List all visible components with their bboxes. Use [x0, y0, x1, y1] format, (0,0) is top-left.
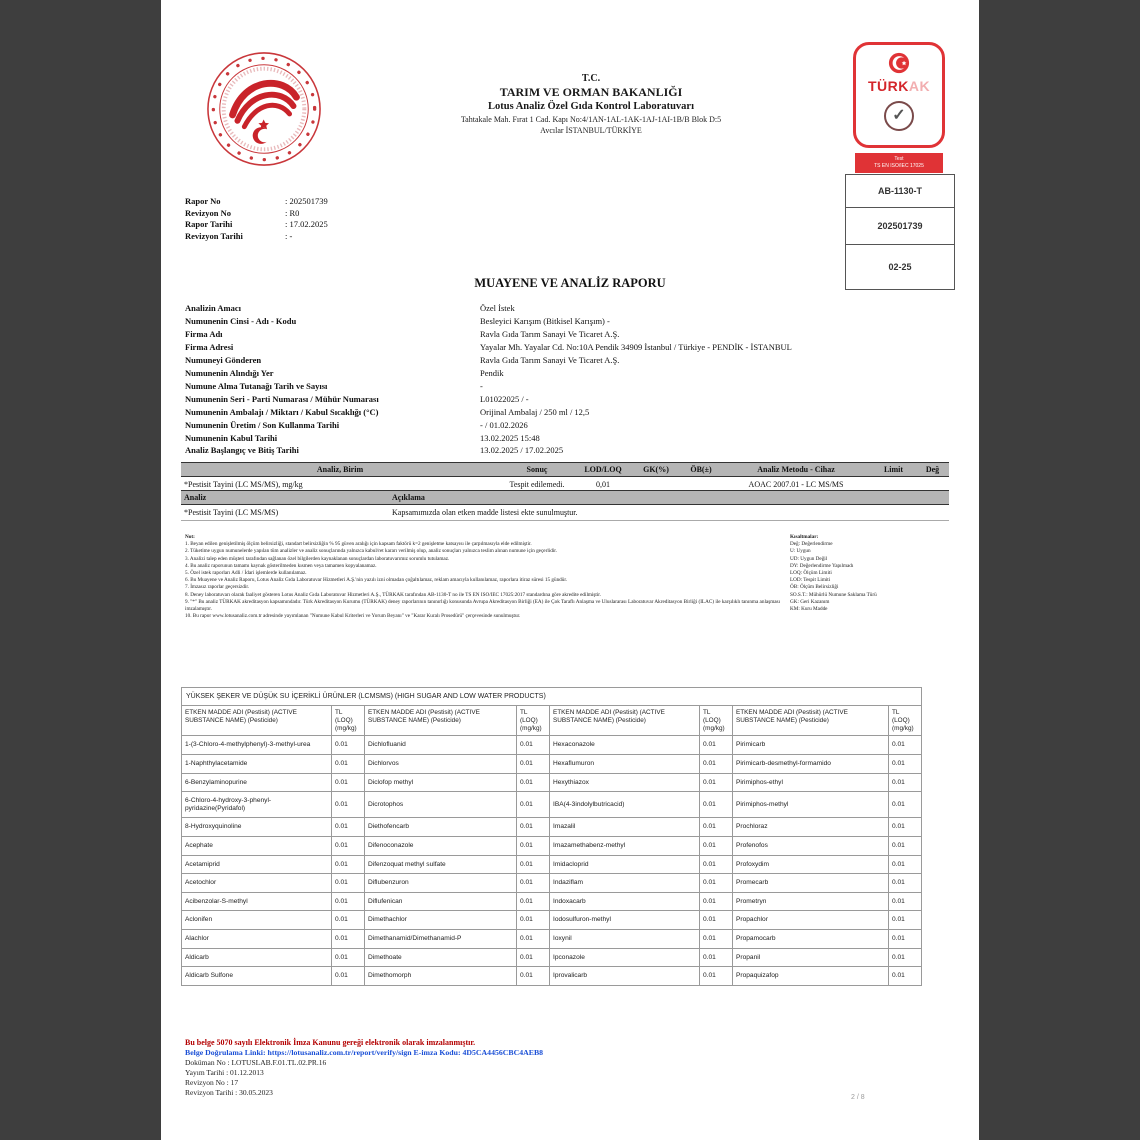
pesticide-name: Difenzoquat methyl sulfate	[365, 855, 517, 874]
header-ministry: TARIM VE ORMAN BAKANLIĞI	[499, 85, 683, 99]
pesticide-tl: 0.01	[332, 874, 365, 893]
pesticide-name: Ipconazole	[550, 948, 700, 967]
pesticide-tl-header: TL (LOQ) (mg/kg)	[332, 706, 365, 736]
pesticide-name: Propamocarb	[733, 929, 889, 948]
info-row	[185, 341, 957, 354]
pesticide-name: Indaziflam	[550, 874, 700, 893]
abbreviation-line: DY: Değerlendirme Yapılmadı	[790, 562, 854, 569]
pesticide-tl: 0.01	[700, 948, 733, 967]
info-value: Ravla Gıda Tarım Sanayi Ve Ticaret A.Ş.	[480, 328, 620, 339]
info-label: Analiz Başlangıç ve Bitiş Tarihi	[185, 445, 299, 456]
abbreviation-line: SO.S.T.: Mühürlü Numune Saklama Türü	[790, 591, 877, 598]
pesticide-name: Diflufenican	[365, 892, 517, 911]
pesticide-name: Dicrotophos	[365, 792, 517, 818]
pesticide-tl: 0.01	[517, 836, 550, 855]
pesticide-name: IBA(4-3indolylbutricacid)	[550, 792, 700, 818]
pesticide-name: Hexythiazox	[550, 773, 700, 792]
pesticide-name: Diclofop methyl	[365, 773, 517, 792]
pesticide-name-header: ETKEN MADDE ADI (Pestisit) (ACTIVE SUBSTANCE NAME) (Pesticide)	[182, 706, 332, 736]
pesticide-name: Acetamiprid	[182, 855, 332, 874]
info-label: Firma Adresi	[185, 341, 234, 352]
explanation-header-cell: Analiz	[181, 491, 389, 505]
abbreviation-line: UD: Uygun Değil	[790, 555, 828, 562]
pesticide-tl: 0.01	[700, 855, 733, 874]
info-value: L01022025 / -	[480, 393, 529, 404]
abbreviation-line: LOD: Tespit Limiti	[790, 577, 831, 584]
abbreviation-line: Değ: Değerlendirme	[790, 541, 833, 548]
notes-section	[185, 534, 781, 620]
info-row	[185, 393, 957, 406]
explanation-analysis: *Pestisit Tayini (LC MS/MS)	[181, 505, 389, 521]
info-row	[185, 406, 957, 419]
pesticide-tl: 0.01	[700, 911, 733, 930]
pesticide-name: Acetochlor	[182, 874, 332, 893]
pesticide-tl: 0.01	[700, 792, 733, 818]
explanation-header-row	[181, 491, 949, 505]
pesticide-row	[182, 836, 922, 855]
explanation-text: Kapsamımızda olan etken madde listesi ekte sunulmuştur.	[389, 505, 949, 521]
note-line: 2. Tüketime uygun numunelerde yapılan tüm analizler ve analiz sonuçlarında yalnızca kabul/ret kararı verilmiş olup, analiz sonuçları yalnızca teslim alınan numune için geçerlidir.	[185, 548, 557, 555]
pesticide-row	[182, 967, 922, 986]
page-number: 2 / 8	[851, 1094, 865, 1101]
notes-title: Not:	[185, 534, 195, 540]
pesticide-row	[182, 773, 922, 792]
crescent-star-icon	[888, 52, 910, 74]
info-label: Numunenin Ambalajı / Miktarı / Kabul Sıcaklığı (°C)	[185, 406, 379, 417]
pesticide-name: Profenofos	[733, 836, 889, 855]
meta-label: Rapor No	[185, 196, 221, 206]
pesticide-name: Hexaflumuron	[550, 754, 700, 773]
pesticide-name: Pirimiphos-methyl	[733, 792, 889, 818]
header-address-line1: Tahtakale Mah. Fırat 1 Cad. Kapı No:4/1AN-1AL-1AK-1AJ-1AI-1B/B Blok D:5	[460, 115, 722, 124]
pesticide-tl: 0.01	[889, 892, 922, 911]
pesticide-header-row	[182, 706, 922, 736]
pesticide-name: Propanil	[733, 948, 889, 967]
info-label: Numunenin Alındığı Yer	[185, 367, 274, 378]
pesticide-tl: 0.01	[889, 855, 922, 874]
pesticide-row	[182, 855, 922, 874]
pesticide-name: Dimethanamid/Dimethanamid-P	[365, 929, 517, 948]
report-number-box: 202501739	[845, 208, 955, 245]
header-lab-name: Lotus Analiz Özel Gıda Kontrol Laboratuvarı	[487, 101, 695, 112]
meta-value: : 17.02.2025	[285, 219, 328, 229]
pesticide-name: Aldicarb	[182, 948, 332, 967]
verification-link[interactable]: Belge Doğrulama Linki: https://lotusanaliz.com.tr/report/verify/sign E-imza Kodu: 4D5CA4456CBC4AEB8	[185, 1048, 544, 1057]
results-header-cell: Limit	[871, 463, 916, 477]
turkak-badge-line2: TS EN ISO/IEC 17025	[874, 163, 924, 169]
document-control-line: Revizyon Tarihi : 30.05.2023	[185, 1088, 273, 1097]
pesticide-name: 6-Benzylaminopurine	[182, 773, 332, 792]
pesticide-name: Alachlor	[182, 929, 332, 948]
info-label: Numuneyi Gönderen	[185, 354, 262, 365]
pesticide-tl: 0.01	[332, 855, 365, 874]
turkak-word-dark: TÜRK	[867, 78, 909, 94]
info-value: Besleyici Karışım (Bitkisel Karışım) -	[480, 315, 610, 326]
meta-row	[185, 219, 328, 231]
header-tc: T.C.	[581, 73, 601, 84]
pesticide-name: Pirimiphos-ethyl	[733, 773, 889, 792]
pesticide-row	[182, 818, 922, 837]
info-label: Analizin Amacı	[185, 303, 241, 313]
pesticide-tl: 0.01	[889, 874, 922, 893]
pesticide-tl: 0.01	[700, 818, 733, 837]
turkak-badge-line1: Test	[894, 156, 904, 162]
results-header-cell: Değ	[916, 463, 949, 477]
pesticide-name: Imidacloprid	[550, 855, 700, 874]
pesticide-name: Ioxynil	[550, 929, 700, 948]
pesticide-tl: 0.01	[332, 967, 365, 986]
note-line: 7. İmzasız raporlar geçersizdir.	[185, 584, 250, 591]
pesticide-name: Diflubenzuron	[365, 874, 517, 893]
info-row	[185, 444, 957, 457]
note-line: 9. "*" Bu analiz TÜRKAK akreditasyon kapsamındadır. Türk Akreditasyon Kurumu (TÜRKAK) deney raporlarının tanınırlığı konusunda Avrupa Akreditasyon Birliği (EA) ile Çok Taraflı Anlaşma ve Uluslararası Laboratuvar Akreditasyon Birliği (ILAC) ile karşılıklı tanınma anlaşması imzalamıştır.	[185, 598, 781, 613]
meta-label: Revizyon No	[185, 207, 232, 218]
pesticide-tl: 0.01	[517, 967, 550, 986]
pesticide-row	[182, 948, 922, 967]
pesticide-tl: 0.01	[332, 736, 365, 755]
note-line: 1. Beyan edilen genişletilmiş ölçüm belirsizliği, standart belirsizliğin % 95 güven aralığı için kapsam faktörü k=2 genişletme katsayısı ile çarpılmasıyla elde edilmiştir.	[185, 541, 532, 548]
pesticide-tl: 0.01	[517, 773, 550, 792]
result-method: AOAC 2007.01 - LC MS/MS	[721, 477, 871, 492]
pesticide-tl: 0.01	[517, 818, 550, 837]
pesticide-name-header: ETKEN MADDE ADI (Pestisit) (ACTIVE SUBSTANCE NAME) (Pesticide)	[733, 706, 889, 736]
pesticide-tl: 0.01	[332, 754, 365, 773]
abbreviation-line: ÖB: Ölçüm Belirsizliği	[790, 584, 839, 591]
pesticide-name: Dichlofluanid	[365, 736, 517, 755]
pesticide-tl: 0.01	[332, 929, 365, 948]
note-line: 4. Bu analiz raporunun tamamı kaynak gösterilmeden kısmen veya tamamen kopyalanamaz.	[185, 562, 377, 569]
pesticide-name: Acephate	[182, 836, 332, 855]
results-header-cell: ÖB(±)	[681, 463, 721, 477]
info-row	[185, 367, 957, 380]
info-row	[185, 419, 957, 432]
meta-label: Revizyon Tarihi	[185, 230, 243, 241]
pesticide-tl: 0.01	[700, 929, 733, 948]
explanation-data-row	[181, 505, 949, 521]
meta-row	[185, 231, 328, 243]
info-row	[185, 328, 957, 341]
turkak-wordmark	[856, 78, 942, 94]
ministry-emblem-icon	[205, 50, 323, 168]
note-line: 8. Deney laboratuvarı olarak faaliyet gösteren Lotus Analiz Gıda Laboratuvar Hizmetleri A.Ş., TÜRKAK tarafından AB-1130-T no ile TS EN ISO/IEC 17025:2017 standardına göre akredite edilmiştir.	[185, 591, 601, 598]
pesticide-tl: 0.01	[517, 892, 550, 911]
pesticide-tl: 0.01	[517, 754, 550, 773]
pesticide-tl: 0.01	[889, 818, 922, 837]
certificate-boxes	[845, 174, 955, 290]
turkak-scope-badge	[855, 153, 943, 173]
ministry-emblem	[205, 50, 323, 168]
pesticide-name: Diethofencarb	[365, 818, 517, 837]
pesticide-tl: 0.01	[332, 948, 365, 967]
pesticide-tl: 0.01	[332, 911, 365, 930]
pesticide-tl-header: TL (LOQ) (mg/kg)	[517, 706, 550, 736]
pesticide-tl: 0.01	[517, 948, 550, 967]
pesticide-table-title: YÜKSEK ŞEKER VE DÜŞÜK SU İÇERİKLİ ÜRÜNLER (LCMSMS) (HIGH SUGAR AND LOW WATER PRODUCTS)	[182, 688, 922, 706]
pesticide-name: Pirimicarb	[733, 736, 889, 755]
info-value: -	[480, 380, 483, 391]
info-row	[185, 302, 957, 315]
pesticide-name: Aclonifen	[182, 911, 332, 930]
info-label: Numunenin Cinsi - Adı - Kodu	[185, 315, 297, 326]
pesticide-name: Promecarb	[733, 874, 889, 893]
report-page	[161, 0, 979, 1140]
pesticide-tl: 0.01	[700, 773, 733, 792]
meta-value: : 202501739	[285, 196, 328, 206]
info-value: - / 01.02.2026	[480, 419, 528, 430]
pesticide-name: Difenoconazole	[365, 836, 517, 855]
results-header-row	[181, 463, 949, 477]
pesticide-tl: 0.01	[889, 929, 922, 948]
pesticide-name: Indoxacarb	[550, 892, 700, 911]
pesticide-tl: 0.01	[517, 911, 550, 930]
period-box: 02-25	[845, 245, 955, 290]
pesticide-row	[182, 892, 922, 911]
pesticide-tl: 0.01	[517, 792, 550, 818]
accreditation-number-box: AB-1130-T	[845, 174, 955, 208]
abbreviation-line: GK: Geri Kazanım	[790, 598, 830, 605]
info-value: Özel İstek	[480, 303, 515, 313]
turkak-accreditation-block	[846, 42, 952, 187]
abbreviations-section	[790, 534, 960, 613]
result-lodloq: 0,01	[575, 477, 631, 492]
pesticide-tl: 0.01	[700, 736, 733, 755]
pesticide-row	[182, 792, 922, 818]
results-header-cell: Sonuç	[499, 463, 575, 477]
pesticide-row	[182, 929, 922, 948]
pesticide-name: Pirimicarb-desmethyl-formamido	[733, 754, 889, 773]
pesticide-name: Dimethoate	[365, 948, 517, 967]
footer	[185, 1038, 885, 1098]
pesticide-name: 1-(3-Chloro-4-methylphenyl)-3-methyl-urea	[182, 736, 332, 755]
pesticide-name: Imazamethabenz-methyl	[550, 836, 700, 855]
pesticide-name: 6-Chloro-4-hydroxy-3-phenyl-pyridazine(Pyridafol)	[182, 792, 332, 818]
esign-notice: Bu belge 5070 sayılı Elektronik İmza Kanunu gereği elektronik olarak imzalanmıştır.	[185, 1038, 476, 1047]
pesticide-tl: 0.01	[700, 967, 733, 986]
info-label: Numune Alma Tutanağı Tarih ve Sayısı	[185, 380, 328, 391]
pesticide-table	[181, 687, 922, 986]
sample-info	[185, 302, 957, 457]
info-value: 13.02.2025 15:48	[480, 432, 540, 443]
pesticide-tl: 0.01	[889, 736, 922, 755]
pesticide-name: Iprovalicarb	[550, 967, 700, 986]
pesticide-tl: 0.01	[517, 855, 550, 874]
pesticide-name-header: ETKEN MADDE ADI (Pestisit) (ACTIVE SUBSTANCE NAME) (Pesticide)	[365, 706, 517, 736]
info-value: Orijinal Ambalaj / 250 ml / 12,5	[480, 406, 590, 417]
pesticide-tl: 0.01	[517, 874, 550, 893]
pesticide-tl: 0.01	[517, 929, 550, 948]
pesticide-name: Propachlor	[733, 911, 889, 930]
note-line: 3. Analizi talep eden müşteri tarafından sağlanan özel bilgilerden kaynaklanan sonuçlardan laboratuvarımız sorumlu tutulamaz.	[185, 555, 450, 562]
pesticide-title-row	[182, 688, 922, 706]
info-label: Numunenin Seri - Parti Numarası / Mühür Numarası	[185, 393, 379, 404]
pesticide-tl: 0.01	[332, 836, 365, 855]
abbreviation-line: LOQ: Ölçüm Limiti	[790, 570, 832, 577]
pesticide-tl: 0.01	[332, 818, 365, 837]
pesticide-tl: 0.01	[517, 736, 550, 755]
pesticide-tl: 0.01	[332, 773, 365, 792]
results-header-cell: LOD/LOQ	[575, 463, 631, 477]
info-label: Firma Adı	[185, 328, 223, 339]
info-value: Pendik	[480, 367, 504, 378]
abbreviations-title: Kısaltmalar:	[790, 534, 819, 540]
pesticide-name: Dichlorvos	[365, 754, 517, 773]
pesticide-tl-header: TL (LOQ) (mg/kg)	[889, 706, 922, 736]
pesticide-name: Hexaconazole	[550, 736, 700, 755]
info-value: 13.02.2025 / 17.02.2025	[480, 445, 564, 456]
info-row	[185, 432, 957, 445]
pesticide-name: 1-Naphthylacetamide	[182, 754, 332, 773]
pesticide-tl: 0.01	[700, 754, 733, 773]
pesticide-name-header: ETKEN MADDE ADI (Pestisit) (ACTIVE SUBSTANCE NAME) (Pesticide)	[550, 706, 700, 736]
pesticide-tl: 0.01	[889, 773, 922, 792]
pesticide-name: 8-Hydroxyquinoline	[182, 818, 332, 837]
pesticide-row	[182, 736, 922, 755]
pesticide-tl: 0.01	[889, 836, 922, 855]
pesticide-name: Acibenzolar-S-methyl	[182, 892, 332, 911]
pesticide-tl: 0.01	[889, 948, 922, 967]
info-label: Numunenin Kabul Tarihi	[185, 432, 278, 443]
pesticide-tl: 0.01	[700, 874, 733, 893]
document-control-line: Doküman No : LOTUSLAB.F.01.TL.02.PR.16	[185, 1058, 327, 1067]
pesticide-tl: 0.01	[332, 792, 365, 818]
info-row	[185, 354, 957, 367]
meta-value: : -	[285, 230, 293, 241]
pesticide-name: Propaquizafop	[733, 967, 889, 986]
pesticide-name: Dimethachlor	[365, 911, 517, 930]
turkak-word-light: AK	[908, 78, 931, 94]
result-value: Tespit edilemedi.	[499, 477, 575, 492]
result-analysis: *Pestisit Tayini (LC MS/MS), mg/kg	[181, 477, 499, 492]
abbreviation-line: U: Uygun	[790, 548, 811, 555]
pesticide-tl-header: TL (LOQ) (mg/kg)	[700, 706, 733, 736]
pesticide-tl: 0.01	[889, 911, 922, 930]
pesticide-name: Aldicarb Sulfone	[182, 967, 332, 986]
pesticide-tl: 0.01	[332, 892, 365, 911]
note-line: 5. Özel istek raporları Adli / İdari işlemlerde kullanılamaz.	[185, 570, 307, 577]
meta-label: Rapor Tarihi	[185, 219, 233, 229]
pesticide-row	[182, 754, 922, 773]
note-line: 10. Bu rapor www.lotusanaliz.com.tr adresinde yayımlanan "Numune Kabul Kriterleri ve Yorum Beyanı" ve "Karar Kuralı Prosedürü" çerçevesinde sunulmuştur.	[185, 613, 521, 620]
pesticide-tl: 0.01	[889, 754, 922, 773]
meta-row	[185, 196, 328, 208]
document-header	[311, 72, 871, 136]
meta-row	[185, 208, 328, 220]
results-header-cell: Analiz Metodu - Cihaz	[721, 463, 871, 477]
info-value: Yayalar Mh. Yayalar Cd. No:10A Pendik 34909 İstanbul / Türkiye - PENDİK - İSTANBUL	[480, 341, 792, 352]
report-meta	[185, 196, 328, 242]
info-row	[185, 380, 957, 393]
pesticide-tl: 0.01	[700, 836, 733, 855]
pesticide-tl: 0.01	[889, 792, 922, 818]
abbreviation-line: KM: Kuru Madde	[790, 606, 828, 613]
pesticide-name: Prometryn	[733, 892, 889, 911]
pesticide-tl: 0.01	[700, 892, 733, 911]
pesticide-name: Profoxydim	[733, 855, 889, 874]
check-icon: ✓	[884, 101, 914, 131]
header-address-line2: Avcılar İSTANBUL/TÜRKİYE	[540, 126, 642, 135]
pesticide-name: Prochloraz	[733, 818, 889, 837]
document-control-line: Yayım Tarihi : 01.12.2013	[185, 1068, 264, 1077]
explanation-header-cell: Açıklama	[389, 491, 949, 505]
explanation-table	[181, 490, 949, 521]
pesticide-name: Iodosulfuron-methyl	[550, 911, 700, 930]
results-header-cell: Analiz, Birim	[181, 463, 499, 477]
pesticide-name: Dimethomorph	[365, 967, 517, 986]
info-label: Numunenin Üretim / Son Kullanma Tarihi	[185, 419, 340, 430]
info-value: Ravla Gıda Tarım Sanayi Ve Ticaret A.Ş.	[480, 354, 620, 365]
results-table	[181, 462, 949, 492]
document-control-line: Revizyon No : 17	[185, 1078, 239, 1087]
results-header-cell: GK(%)	[631, 463, 681, 477]
pesticide-name: Imazalil	[550, 818, 700, 837]
page-title: MUAYENE VE ANALİZ RAPORU	[474, 276, 666, 290]
meta-value: : R0	[285, 207, 300, 218]
note-line: 6. Bu Muayene ve Analiz Raporu, Lotus Analiz Gıda Laboratuvar Hizmetleri A.Ş.'nin yazılı izni olmadan çoğaltılamaz, reklam amacıyla kullanılamaz, raporlara itiraz süresi 15 gündür.	[185, 577, 568, 584]
pesticide-row	[182, 911, 922, 930]
turkak-logo	[853, 42, 945, 148]
info-row	[185, 315, 957, 328]
pesticide-row	[182, 874, 922, 893]
pesticide-tl: 0.01	[889, 967, 922, 986]
